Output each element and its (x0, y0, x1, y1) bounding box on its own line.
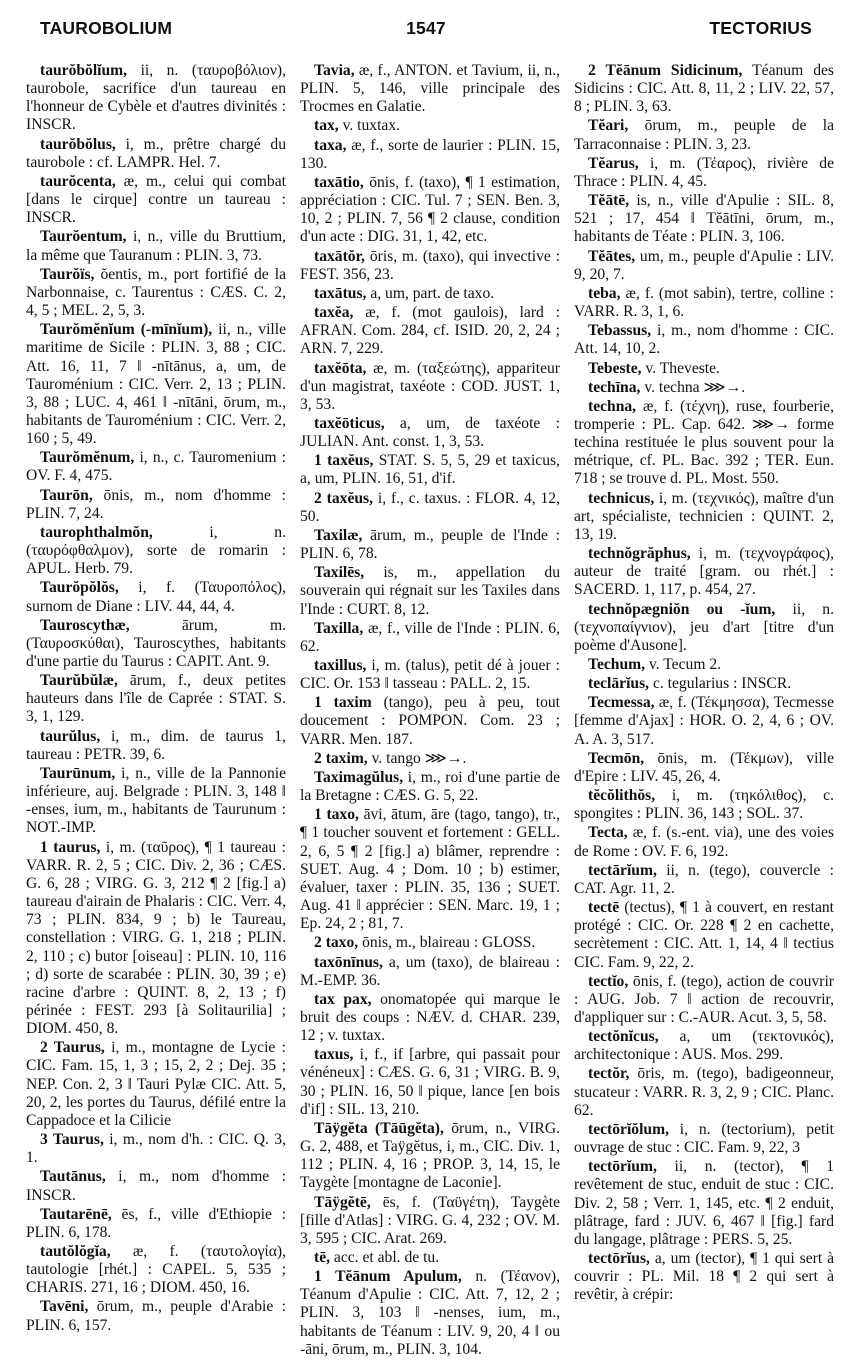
entry-headword: tectārĭum, (588, 861, 657, 879)
entry-headword: Tebeste, (588, 359, 642, 377)
entry-definition: ārum, m. (Ταυροσκύθαι), Tauroscythes, habitants d'une partie du Taurus : CAPIT. Ant. 9. (26, 616, 286, 670)
entry-headword: tectē (588, 899, 620, 917)
entry-definition: i, m. (Τέαρος), rivière de Thrace : PLIN. 4, 45. (574, 154, 834, 190)
entry-headword: Taurŏpŏlŏs, (40, 579, 119, 597)
entry-headword: taxōnīnus, (314, 953, 383, 971)
entry-definition: æ, f. (mot sabin), tertre, colline : VARR. R. 3, 1, 6. (574, 284, 834, 321)
entry-definition: i, m., nom d'h. : CIC. Q. 3, 1. (26, 1131, 286, 1167)
dictionary-entry (574, 656, 834, 674)
entry-headword: 3 Taurus, (40, 1131, 104, 1149)
dictionary-entry (300, 657, 560, 693)
entry-definition: i, m. (τηκόλιθος), c. spongites : PLIN. 36, 143 ; SOL. 37. (574, 787, 834, 823)
entry-definition: i, n., ville du Bruttium, la même que Tauranum : PLIN. 3, 73. (26, 228, 286, 264)
entry-headword: Tāÿgĕtē, (314, 1193, 371, 1211)
dictionary-entry (574, 1250, 834, 1304)
entry-definition: is, n., ville d'Apulie : SIL. 8, 521 ; 17, 454 ‖ Tĕātīni, ōrum, m., habitants de Téate : PLIN. 3, 106. (574, 192, 834, 246)
entry-headword: technŏpægniŏn ou -ĭum, (588, 600, 776, 618)
dictionary-entry (26, 321, 286, 448)
entry-definition: æ, f., ville de l'Inde : PLIN. 6, 62. (300, 619, 560, 655)
entry-definition: i, m., roi d'une partie de la Bretagne : CÆS. G. 5, 22. (300, 768, 560, 805)
entry-headword: Tautānus, (40, 1168, 106, 1186)
entry-definition: ii, n. (τεχνοπαίγνιον), jeu d'art [titre d'un poème d'Ausone]. (574, 600, 834, 654)
entry-definition: i, m. (τεχνικός), maître d'un art, spécialiste, technicien : QUINT. 2, 13, 19. (574, 489, 834, 543)
entry-headword: Tāÿgĕta (Tāūgĕta), (314, 1119, 444, 1137)
entry-definition: æ, f. (mot gaulois), lard : AFRAN. Com. 284, cf. ISID. 20, 2, 24 ; ARN. 7, 229. (300, 304, 560, 358)
entry-definition: i, m. (τεχνογράφος), auteur de traité [gram. ou rhét.] : SACERD. 1, 117, p. 454, 27. (574, 545, 834, 599)
entry-definition: i, m., prêtre chargé du taurobole : cf. LAMPR. Hel. 7. (26, 135, 286, 171)
entry-definition: ii, n. (tector), ¶ 1 revêtement de stuc, enduit de stuc : CIC. Div. 2, 58 ; Verr. 1, 145, etc. ¶ 2 enduit, plâtrage, fard : JUV. 6, 467 ‖ [fig.] fard du langage, plâtrage : PERS. 5, 25. (574, 1158, 834, 1248)
entry-definition: æ, m. (ταξεώτης), appariteur d'un magistrat, taxéote : COD. JUST. 1, 3, 53. (300, 359, 560, 413)
entry-definition: ii, n., ville maritime de Sicile : PLIN. 3, 88 ; CIC. Att. 16, 11, 7 ‖ -nītānus, a, um, de Tauroménium : CIC. Verr. 2, 13 ; PLIN. 3, 88 ; LUC. 4, 461 ‖ -nītāni, ōrum, m., habitants de Tauroménium : CIC. Verr. 2, 160 ; 5, 49. (26, 321, 286, 448)
dictionary-entry (574, 62, 834, 116)
entry-definition: ōrum, m., peuple d'Arabie : PLIN. 6, 157. (26, 1298, 286, 1334)
entry-headword: Tecmōn, (588, 749, 645, 767)
entry-headword: 2 taxo, (314, 934, 359, 952)
entry-definition: v. techna ⋙→. (640, 378, 746, 396)
dictionary-entry (300, 1120, 560, 1193)
entry-definition: ārum, f., deux petites hauteurs dans l'île de Caprée : STAT. S. 3, 1, 129. (26, 672, 286, 726)
entry-definition: ōris, m. (tego), badigeonneur, stucateur : VARR. R. 3, 2, 9 ; CIC. Planc. 62. (574, 1065, 834, 1119)
entry-headword: Tĕātē, (588, 192, 630, 210)
entry-headword: 1 taurus, (40, 838, 101, 856)
dictionary-entry (26, 487, 286, 523)
dictionary-entry (300, 415, 560, 451)
dictionary-entry (300, 452, 560, 488)
entry-headword: taxus, (314, 1046, 354, 1064)
dictionary-entry (574, 545, 834, 599)
dictionary-entry (574, 675, 834, 693)
dictionary-entry (574, 248, 834, 284)
entry-definition: ōnis, m. (Τέκμων), ville d'Epire : LIV. 45, 26, 4. (574, 749, 834, 785)
entry-definition: ōrum, n., VIRG. G. 2, 488, et Taÿgĕtus, i, m., CIC. Div. 1, 112 ; PLIN. 4, 16 ; PROP. 3, 14, 15, le Taygète [montagne de Laconie]. (300, 1119, 560, 1192)
entry-definition: STAT. S. 5, 5, 29 et taxicus, a, um, PLIN. 16, 51, d'if. (300, 452, 560, 488)
entry-headword: teclārĭus, (588, 675, 650, 693)
entry-definition: v. tuxtax. (338, 117, 401, 135)
dictionary-entry (574, 155, 834, 191)
entry-headword: 1 taxĕus, (314, 452, 374, 470)
entry-headword: techīna, (588, 378, 641, 396)
entry-headword: Tĕarus, (588, 154, 639, 172)
entry-definition: c. tegularius : INSCR. (649, 675, 792, 693)
dictionary-entry (574, 192, 834, 246)
entry-definition: v. Theveste. (641, 359, 720, 377)
dictionary-entry (26, 62, 286, 135)
entry-headword: taurophthalmŏn, (40, 523, 153, 541)
entry-definition: um, m., peuple d'Apulie : LIV. 9, 20, 7. (574, 247, 834, 283)
entry-headword: taxātŏr, (314, 247, 365, 265)
entry-headword: Taxilæ, (314, 526, 363, 544)
entry-headword: Taxilla, (314, 619, 364, 637)
dictionary-entry (574, 694, 834, 748)
dictionary-entry (574, 824, 834, 860)
entry-headword: tectōrĭŏlum, (588, 1120, 669, 1138)
entry-definition: n. (Τέανον), Téanum d'Apulie : CIC. Att. 7, 12, 2 ; PLIN. 3, 103 ‖ -nenses, ium, m., habitants de Téanum : LIV. 9, 20, 4 ‖ ou -āni, ōrum, m., PLIN. 3, 104. (300, 1268, 560, 1358)
entry-definition: i, n., ville de la Pannonie inférieure, auj. Belgrade : PLIN. 3, 148 ‖ -enses, ium, m., habitants de Taurunum : NOT.-IMP. (26, 764, 286, 837)
entry-headword: taurŏcenta, (40, 172, 116, 190)
entry-definition: æ, f., sorte de laurier : PLIN. 15, 130. (300, 136, 560, 172)
entry-headword: taxĕa, (314, 304, 354, 322)
dictionary-entry (300, 806, 560, 933)
dictionary-entry (300, 694, 560, 748)
entry-headword: tĕcŏlithŏs, (588, 787, 656, 805)
dictionary-entry (300, 1268, 560, 1359)
entry-headword: tectŏr, (588, 1065, 630, 1083)
dictionary-entry (300, 490, 560, 526)
column-middle (300, 62, 560, 1360)
dictionary-entry (26, 728, 286, 764)
entry-headword: Techum, (588, 656, 646, 673)
dictionary-entry (574, 117, 834, 153)
entry-headword: tax, (314, 117, 339, 135)
entry-headword: 2 taxim, (314, 749, 368, 767)
entry-definition: æ, m., celui qui combat [dans le cirque] contre un taureau : INSCR. (26, 172, 286, 227)
entry-definition: æ, f. (Τέκμησσα), Tecmesse [femme d'Ajax] : HOR. O. 2, 4, 6 ; OV. A. A. 3, 517. (574, 694, 834, 748)
entry-definition: ōnis, f. (tego), action de couvrir : AUG. Job. 7 ‖ action de recouvrir, d'appliquer sur : C.-AUR. Acut. 3, 5, 58. (574, 972, 834, 1026)
dictionary-entry (26, 524, 286, 578)
entry-definition: i, m., montagne de Lycie : CIC. Fam. 15, 1, 3 ; 15, 2, 2 ; Dej. 35 ; NEP. Con. 2, 3 ‖ Tauri Pylæ CIC. Att. 5, 20, 2, les portes du Taurus, défilé entre la Cappadoce et la Cilicie (26, 1039, 286, 1129)
dictionary-entry (26, 579, 286, 615)
entry-headword: tectŏnĭcus, (588, 1028, 659, 1046)
dictionary-entry (26, 839, 286, 1039)
entry-definition: ārum, m., peuple de l'Inde : PLIN. 6, 78. (300, 526, 560, 563)
dictionary-entry (300, 174, 560, 247)
entry-definition: i, m., nom d'homme : INSCR. (26, 1168, 286, 1204)
dictionary-entry (574, 398, 834, 489)
entry-definition: ōrum, m., peuple de la Tarraconnaise : PLIN. 3, 23. (574, 117, 834, 153)
entry-definition: i, m. (ταῦρος), ¶ 1 taureau : VARR. R. 2, 5 ; CIC. Div. 2, 36 ; CÆS. G. 6, 28 ; VIRG. G. 3, 212 ¶ 2 [fig.] a) taureau d'airain de Phalaris : CIC. Verr. 4, 73 ; PLIN. 834, 9 ; b) le Taureau, constellation : VIRG. G. 1, 218 ; PLIN. 2, 110 ; c) butor [oiseau] : PLIN. 10, 116 ; d) sorte de scarabée : PLIN. 30, 39 ; e) racine d'arbre : QUINT. 8, 2, 13 ; f) périnée : FEST. 293 [à Solitaurilia] ; DIOM. 450, 8. (26, 838, 286, 1038)
entry-definition: æ, f. (τέχνη), ruse, fourberie, tromperie : PL. Cap. 642. ⋙→ forme techina restituée le plus souvent pour la métrique, cf. PL. Bac. 392 ; TER. Eun. 718 ; se trouve d. PL. Most. 550. (574, 397, 834, 488)
dictionary-entry (574, 1028, 834, 1064)
entry-headword: 1 taxo, (314, 806, 359, 824)
dictionary-entry (300, 750, 560, 768)
entry-definition: a, um (tector), ¶ 1 qui sert à couvrir : PL. Mil. 18 ¶ 2 qui sert à revêtir, à crépir: (574, 1250, 834, 1304)
entry-definition: i, n. (tectorium), petit ouvrage de stuc : CIC. Fam. 9, 22, 3 (574, 1120, 834, 1157)
dictionary-entry (26, 228, 286, 264)
dictionary-entry (26, 1298, 286, 1334)
entry-definition: æ, f., ANTON. et Tavium, ii, n., PLIN. 5, 146, ville principale des Trocmes en Galatie. (300, 62, 560, 116)
entry-headword: Tavēni, (40, 1298, 89, 1316)
dictionary-entry (26, 1206, 286, 1242)
columns (26, 62, 836, 1360)
dictionary-entry (574, 787, 834, 823)
entry-definition: i, m., nom d'homme : CIC. Att. 14, 10, 2. (574, 322, 834, 358)
entry-definition: v. Tecum 2. (645, 656, 722, 673)
dictionary-entry (26, 1039, 286, 1130)
entry-definition: a, um (τεκτονικός), architectonique : AUS. Mos. 299. (574, 1028, 834, 1064)
dictionary-entry (300, 1194, 560, 1248)
entry-definition: ēs, f., ville d'Ethiopie : PLIN. 6, 178. (26, 1205, 286, 1241)
entry-definition: i, f., if [arbre, qui passait pour vénéneux] : CÆS. G. 6, 31 ; VIRG. B. 9, 30 ; PLIN. 16, 50 ‖ pique, lance [en bois d'if] : SIL. 13, 210. (300, 1046, 560, 1118)
dictionary-entry (300, 564, 560, 618)
dictionary-entry (574, 862, 834, 898)
entry-headword: Taximagŭlus, (314, 768, 404, 786)
entry-headword: Tecmessa, (588, 694, 655, 712)
entry-headword: Tebassus, (588, 322, 652, 340)
entry-headword: Tecta, (588, 824, 628, 842)
entry-headword: teba, (588, 284, 621, 302)
entry-definition: i, m., dim. de taurus 1, taureau : PETR. 39, 6. (26, 727, 286, 763)
dictionary-entry (574, 360, 834, 378)
dictionary-entry (574, 379, 834, 397)
entry-definition: æ, f. (s.-ent. via), une des voies de Rome : OV. F. 6, 192. (574, 824, 834, 860)
dictionary-entry (300, 620, 560, 656)
column-left (26, 62, 286, 1360)
entry-headword: taurŭlus, (40, 727, 101, 745)
column-right (574, 62, 834, 1360)
page-header (26, 18, 836, 46)
entry-headword: Taurŏmĕnĭum (-mīnĭum), (40, 321, 213, 339)
dictionary-entry (300, 360, 560, 414)
dictionary-entry (26, 173, 286, 227)
entry-headword: Tĕari, (588, 117, 629, 135)
dictionary-entry (300, 934, 560, 952)
entry-definition: Téanum des Sidicins : CIC. Att. 8, 11, 2 ; LIV. 22, 57, 8 ; PLIN. 3, 63. (574, 62, 834, 116)
dictionary-entry (300, 117, 560, 135)
entry-definition: i, n. (ταυρόφθαλμον), sorte de romarin : APUL. Herb. 79. (26, 523, 286, 578)
dictionary-entry (26, 672, 286, 726)
entry-headword: tax pax, (314, 990, 372, 1008)
entry-definition: a, um (taxo), de blaireau : M.-EMP. 36. (300, 953, 560, 989)
dictionary-entry (574, 322, 834, 358)
entry-headword: Tavia, (314, 62, 355, 79)
entry-headword: taxillus, (314, 657, 367, 674)
dictionary-entry (26, 617, 286, 671)
entry-definition: i, f. (Ταυροπόλος), surnom de Diane : LIV. 44, 44, 4. (26, 579, 286, 615)
entry-headword: 2 Tĕānum Sidicinum, (588, 62, 743, 79)
entry-definition: v. tango ⋙→. (367, 749, 467, 767)
entry-definition: æ, f. (ταυτολογία), tautologie [rhét.] : CAPEL. 5, 535 ; CHARIS. 271, 16 ; DIOM. 450, 16. (26, 1243, 286, 1297)
dictionary-entry (300, 1046, 560, 1119)
dictionary-entry (300, 248, 560, 284)
entry-headword: technŏgrăphus, (588, 545, 691, 563)
entry-definition: i, f., c. taxus. : FLOR. 4, 12, 50. (300, 489, 561, 525)
dictionary-entry (574, 285, 834, 321)
dictionary-entry (26, 1131, 286, 1167)
entry-definition: (tango), peu à peu, tout doucement : POMPON. Com. 23 ; VARR. Men. 187. (300, 694, 560, 748)
entry-headword: taurŏbŏlĭum, (40, 62, 128, 79)
dictionary-entry (574, 601, 834, 655)
dictionary-entry (300, 954, 560, 990)
entry-headword: Taurŏentum, (40, 228, 127, 246)
entry-headword: 1 Tĕānum Apulum, (314, 1268, 462, 1286)
entry-headword: taxĕōticus, (314, 414, 385, 432)
dictionary-entry (574, 1065, 834, 1119)
entry-headword: taurŏbŏlus, (40, 135, 116, 153)
entry-definition: is, m., appellation du souverain qui régnait sur les Taxiles dans l'Inde : CURT. 8, 12. (300, 564, 560, 618)
entry-headword: Taxilēs, (314, 564, 365, 582)
entry-definition: ii, n. (tego), couvercle : CAT. Agr. 11, 2. (574, 861, 834, 897)
dictionary-entry (300, 304, 560, 358)
dictionary-entry (26, 1243, 286, 1297)
dictionary-entry (574, 973, 834, 1027)
dictionary-entry (300, 769, 560, 805)
entry-definition: ōnis, m., nom d'homme : PLIN. 7, 24. (26, 486, 286, 522)
dictionary-entry (574, 1121, 834, 1157)
entry-headword: tectōrĭus, (588, 1250, 650, 1267)
entry-definition: ōnis, m., blaireau : GLOSS. (358, 934, 536, 952)
entry-definition: (tectus), ¶ 1 à couvert, en restant protégé : CIC. Or. 228 ¶ 2 en cachette, secrètement : CIC. Att. 1, 14, 4 ‖ tectius CIC. Fam. 9, 22, 2. (574, 899, 834, 971)
dictionary-entry (300, 1249, 560, 1267)
entry-headword: Taurŭbŭlæ, (40, 672, 118, 690)
entry-headword: taxa, (314, 136, 347, 154)
entry-definition: ōnis, f. (taxo), ¶ 1 estimation, appréciation : CIC. Tul. 7 ; SEN. Ben. 3, 10, 2 ; PLIN. 7, 56 ¶ 2 clause, condition d'un acte : DIG. 31, 1, 42, etc. (300, 173, 560, 246)
entry-definition: a, um, part. de taxo. (366, 284, 495, 302)
entry-headword: tautŏlŏgĭa, (40, 1243, 111, 1260)
dictionary-entry (26, 1168, 286, 1204)
entry-definition: a, um, de taxéote : JULIAN. Ant. const. 1, 3, 53. (300, 414, 560, 451)
entry-headword: tectĭo, (588, 972, 629, 990)
running-head-left: TAUROBOLIUM (40, 18, 173, 38)
entry-definition: ŏentis, m., port fortifié de la Narbonnaise, c. Taurentus : CÆS. C. 2, 4, 5 ; MEL. 2, 5, 3. (26, 265, 286, 320)
dictionary-entry (300, 991, 560, 1045)
dictionary-entry (26, 266, 286, 320)
entry-headword: tē, (314, 1249, 331, 1266)
dictionary-entry (574, 899, 834, 972)
entry-definition: i, m. (talus), petit dé à jouer : CIC. Or. 153 ‖ tasseau : PALL. 2, 15. (300, 657, 560, 693)
entry-headword: technicus, (588, 489, 655, 507)
entry-headword: Tauroscythæ, (40, 616, 130, 634)
entry-headword: taxātio, (314, 173, 364, 191)
entry-definition: ōris, m. (taxo), qui invective : FEST. 356, 23. (300, 247, 560, 283)
dictionary-entry (574, 490, 834, 544)
entry-definition: acc. et abl. de tu. (330, 1249, 440, 1266)
entry-definition: i, n., c. Tauromenium : OV. F. 4, 475. (26, 449, 286, 485)
dictionary-entry (300, 285, 560, 303)
entry-definition: onomatopée qui marque le bruit des coups : NÆV. d. CHAR. 239, 12 ; v. tuxtax. (300, 990, 560, 1045)
entry-headword: Tautarēnē, (40, 1205, 112, 1223)
entry-headword: taxātus, (314, 284, 367, 302)
entry-headword: 1 taxim (314, 694, 372, 712)
dictionary-entry (26, 449, 286, 485)
running-head-right: TECTORIUS (709, 18, 812, 38)
entry-headword: Taurŏïs, (40, 265, 95, 283)
entry-definition: ēs, f. (Ταϋγέτη), Taygète [fille d'Atlas] : VIRG. G. 4, 232 ; OV. M. 3, 595 ; CIC. Arat. 269. (300, 1193, 560, 1247)
entry-headword: Taurōn, (40, 486, 93, 504)
entry-headword: taxĕōta, (314, 359, 367, 377)
entry-definition: āvi, ātum, āre (tago, tango), tr., ¶ 1 toucher souvent et fortement : GELL. 2, 6, 5 ¶ 2 [fig.] a) blâmer, reprendre : SUET. Aug. 4 ; Dom. 10 ; b) estimer, évaluer, taxer : PLIN. 35, 136 ; SUET. Aug. 41 ‖ apprécier : SEN. Marc. 19, 1 ; Ep. 24, 2 ; 81, 7. (300, 806, 560, 933)
entry-headword: techna, (588, 397, 637, 415)
dictionary-entry (300, 137, 560, 173)
entry-headword: Taurūnum, (40, 764, 116, 782)
dictionary-entry (300, 527, 560, 563)
dictionary-entry (26, 136, 286, 172)
entry-headword: Tĕātes, (588, 247, 636, 265)
entry-headword: 2 taxĕus, (314, 489, 374, 507)
dictionary-entry (574, 750, 834, 786)
dictionary-entry (26, 765, 286, 838)
dictionary-entry (574, 1158, 834, 1249)
entry-headword: Taurŏmĕnum, (40, 449, 135, 467)
entry-definition: ii, n. (ταυροβόλιον), taurobole, sacrifice d'un taureau en l'honneur de Cybèle et d'autres divinités : INSCR. (26, 62, 286, 134)
entry-headword: tectōrĭum, (588, 1158, 657, 1176)
page-number: 1547 (406, 18, 446, 38)
dictionary-entry (300, 62, 560, 116)
entry-headword: 2 Taurus, (40, 1039, 105, 1057)
